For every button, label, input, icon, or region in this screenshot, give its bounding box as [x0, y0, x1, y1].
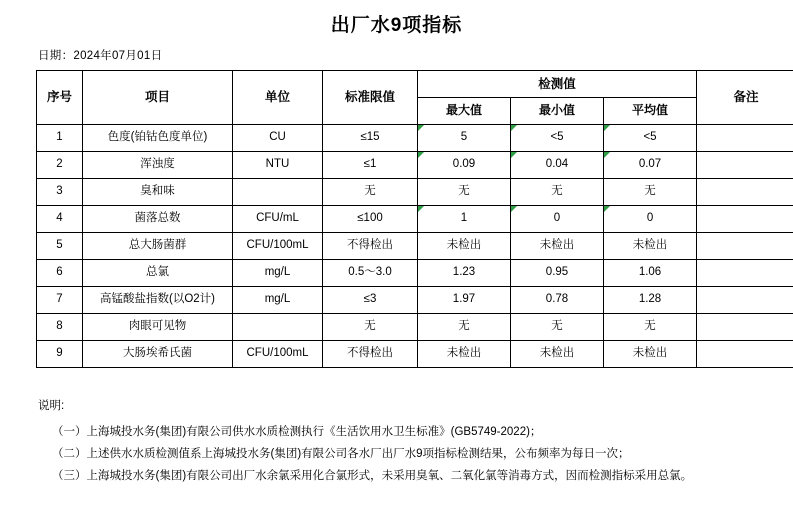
- cell-avg: 未检出: [604, 233, 697, 260]
- cell-note: [697, 260, 793, 287]
- cell-note: [697, 341, 793, 368]
- header-measured-group: 检测值: [418, 71, 697, 98]
- cell-avg: <5: [604, 125, 697, 152]
- cell-max: 0.09: [418, 152, 511, 179]
- cell-limit: 0.5～3.0: [323, 260, 418, 287]
- notes-heading: 说明:: [38, 400, 65, 412]
- header-min: 最小值: [511, 98, 604, 125]
- table-row: [37, 260, 793, 287]
- cell-min: 无: [511, 314, 604, 341]
- cell-index: 7: [37, 287, 83, 314]
- table-row: [37, 233, 793, 260]
- cell-note: [697, 233, 793, 260]
- cell-limit: 无: [323, 314, 418, 341]
- cell-max: 无: [418, 179, 511, 206]
- cell-min: 0.04: [511, 152, 604, 179]
- cell-index: 4: [37, 206, 83, 233]
- cell-avg: 0.07: [604, 152, 697, 179]
- cell-min: 0.78: [511, 287, 604, 314]
- cell-min: <5: [511, 125, 604, 152]
- note-line-3: （三）上海城投水务(集团)有限公司出厂水余氯采用化合氯形式，未采用臭氧、二氧化氯等消毒方式，因而检测指标采用总氯。: [52, 469, 693, 482]
- cell-note: [697, 314, 793, 341]
- cell-note: [697, 179, 793, 206]
- cell-min: 未检出: [511, 233, 604, 260]
- cell-limit: 不得检出: [323, 341, 418, 368]
- cell-limit: ≤1: [323, 152, 418, 179]
- cell-max: 未检出: [418, 341, 511, 368]
- cell-unit: CFU/100mL: [233, 341, 323, 368]
- cell-note: [697, 152, 793, 179]
- cell-item: 菌落总数: [83, 206, 233, 233]
- header-max: 最大值: [418, 98, 511, 125]
- table-header-row-1: [37, 71, 793, 98]
- cell-unit: [233, 179, 323, 206]
- table-row: [37, 125, 793, 152]
- cell-avg: 无: [604, 179, 697, 206]
- cell-limit: ≤15: [323, 125, 418, 152]
- table-row: [37, 152, 793, 179]
- header-avg: 平均值: [604, 98, 697, 125]
- cell-unit: mg/L: [233, 287, 323, 314]
- cell-limit: 无: [323, 179, 418, 206]
- cell-limit: ≤3: [323, 287, 418, 314]
- cell-unit: CFU/100mL: [233, 233, 323, 260]
- cell-item: 臭和味: [83, 179, 233, 206]
- header-note: 备注: [697, 71, 793, 125]
- cell-index: 6: [37, 260, 83, 287]
- table-head: [37, 71, 793, 125]
- header-item: 项目: [83, 71, 233, 125]
- notes-section: [36, 396, 757, 487]
- table-row: [37, 179, 793, 206]
- cell-max: 1.23: [418, 260, 511, 287]
- cell-min: 0: [511, 206, 604, 233]
- cell-max: 无: [418, 314, 511, 341]
- table-body: [37, 125, 793, 368]
- cell-index: 9: [37, 341, 83, 368]
- cell-max: 未检出: [418, 233, 511, 260]
- cell-item: 大肠埃希氏菌: [83, 341, 233, 368]
- cell-unit: [233, 314, 323, 341]
- cell-item: 总大肠菌群: [83, 233, 233, 260]
- report-date: 日期：2024年07月01日: [38, 50, 163, 62]
- table-row: [37, 206, 793, 233]
- cell-item: 浑浊度: [83, 152, 233, 179]
- cell-note: [697, 287, 793, 314]
- table-row: [37, 314, 793, 341]
- cell-limit: 不得检出: [323, 233, 418, 260]
- cell-index: 2: [37, 152, 83, 179]
- header-index: 序号: [37, 71, 83, 125]
- cell-unit: CU: [233, 125, 323, 152]
- table-row: [37, 287, 793, 314]
- cell-avg: 0: [604, 206, 697, 233]
- cell-max: 1.97: [418, 287, 511, 314]
- cell-avg: 1.28: [604, 287, 697, 314]
- cell-unit: NTU: [233, 152, 323, 179]
- note-line-2: （二）上述供水水质检测值系上海城投水务(集团)有限公司各水厂出厂水9项指标检测结果，公布频率为每日一次；: [52, 447, 630, 460]
- cell-max: 1: [418, 206, 511, 233]
- cell-avg: 1.06: [604, 260, 697, 287]
- cell-unit: CFU/mL: [233, 206, 323, 233]
- cell-index: 5: [37, 233, 83, 260]
- table-row: [37, 341, 793, 368]
- cell-item: 色度(铂钴色度单位): [83, 125, 233, 152]
- cell-item: 总氯: [83, 260, 233, 287]
- header-limit: 标准限值: [323, 71, 418, 125]
- cell-index: 1: [37, 125, 83, 152]
- cell-index: 8: [37, 314, 83, 341]
- cell-unit: mg/L: [233, 260, 323, 287]
- cell-note: [697, 206, 793, 233]
- header-unit: 单位: [233, 71, 323, 125]
- cell-item: 高锰酸盐指数(以O2计): [83, 287, 233, 314]
- cell-limit: ≤100: [323, 206, 418, 233]
- cell-min: 未检出: [511, 341, 604, 368]
- cell-item: 肉眼可见物: [83, 314, 233, 341]
- cell-index: 3: [37, 179, 83, 206]
- cell-max: 5: [418, 125, 511, 152]
- page-title: 出厂水9项指标: [330, 15, 463, 36]
- cell-note: [697, 125, 793, 152]
- cell-avg: 未检出: [604, 341, 697, 368]
- cell-min: 无: [511, 179, 604, 206]
- cell-min: 0.95: [511, 260, 604, 287]
- cell-avg: 无: [604, 314, 697, 341]
- water-quality-table: [36, 70, 793, 368]
- note-line-1: （一）上海城投水务(集团)有限公司供水水质检测执行《生活饮用水卫生标准》(GB5749-2022)；: [52, 425, 542, 438]
